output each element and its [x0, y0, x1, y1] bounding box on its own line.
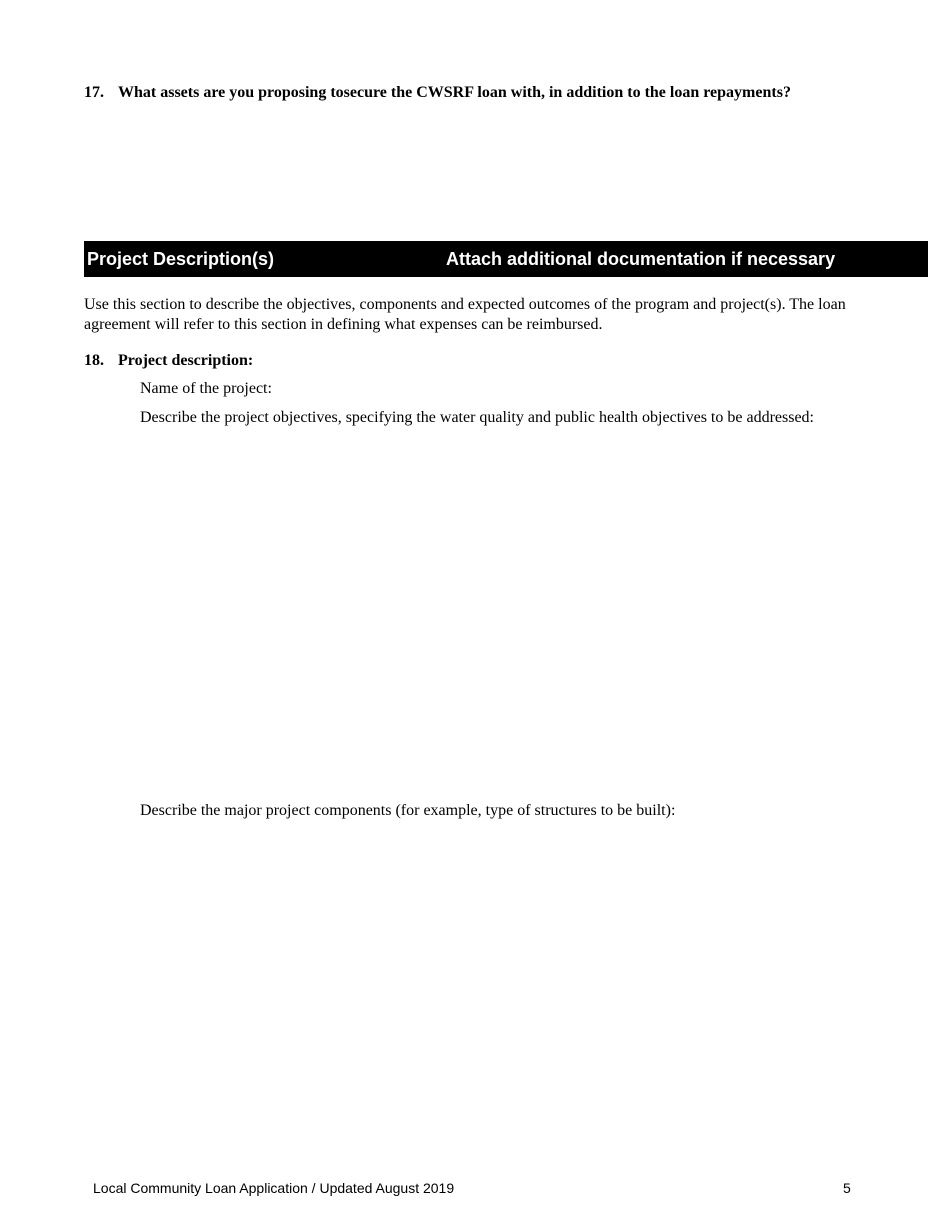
- footer-document-title: Local Community Loan Application / Updated August 2019: [93, 1180, 455, 1196]
- section-intro: Use this section to describe the objectives, components and expected outcomes of the program and project(s). The loan agreement will refer to this section in defining what expenses can be reimbursed.: [84, 296, 846, 333]
- section-title: Project Description(s): [87, 249, 275, 269]
- question-18-number: 18.: [84, 352, 104, 369]
- section-banner: [84, 241, 928, 277]
- question-17-number: 17.: [84, 84, 104, 101]
- question-18: [84, 352, 253, 370]
- question-17: [84, 84, 791, 102]
- section-note: Attach additional documentation if necessary: [446, 249, 836, 269]
- question-17-text: What assets are you proposing tosecure the CWSRF loan with, in addition to the loan repayments?: [118, 84, 791, 101]
- footer-page-number: 5: [843, 1180, 851, 1196]
- project-components-label: Describe the major project components (for example, type of structures to be built):: [140, 802, 676, 819]
- question-18-text: Project description:: [118, 352, 254, 369]
- project-objectives-label: Describe the project objectives, specifying the water quality and public health objectives to be addressed:: [140, 409, 814, 426]
- project-name-label: Name of the project:: [140, 380, 272, 397]
